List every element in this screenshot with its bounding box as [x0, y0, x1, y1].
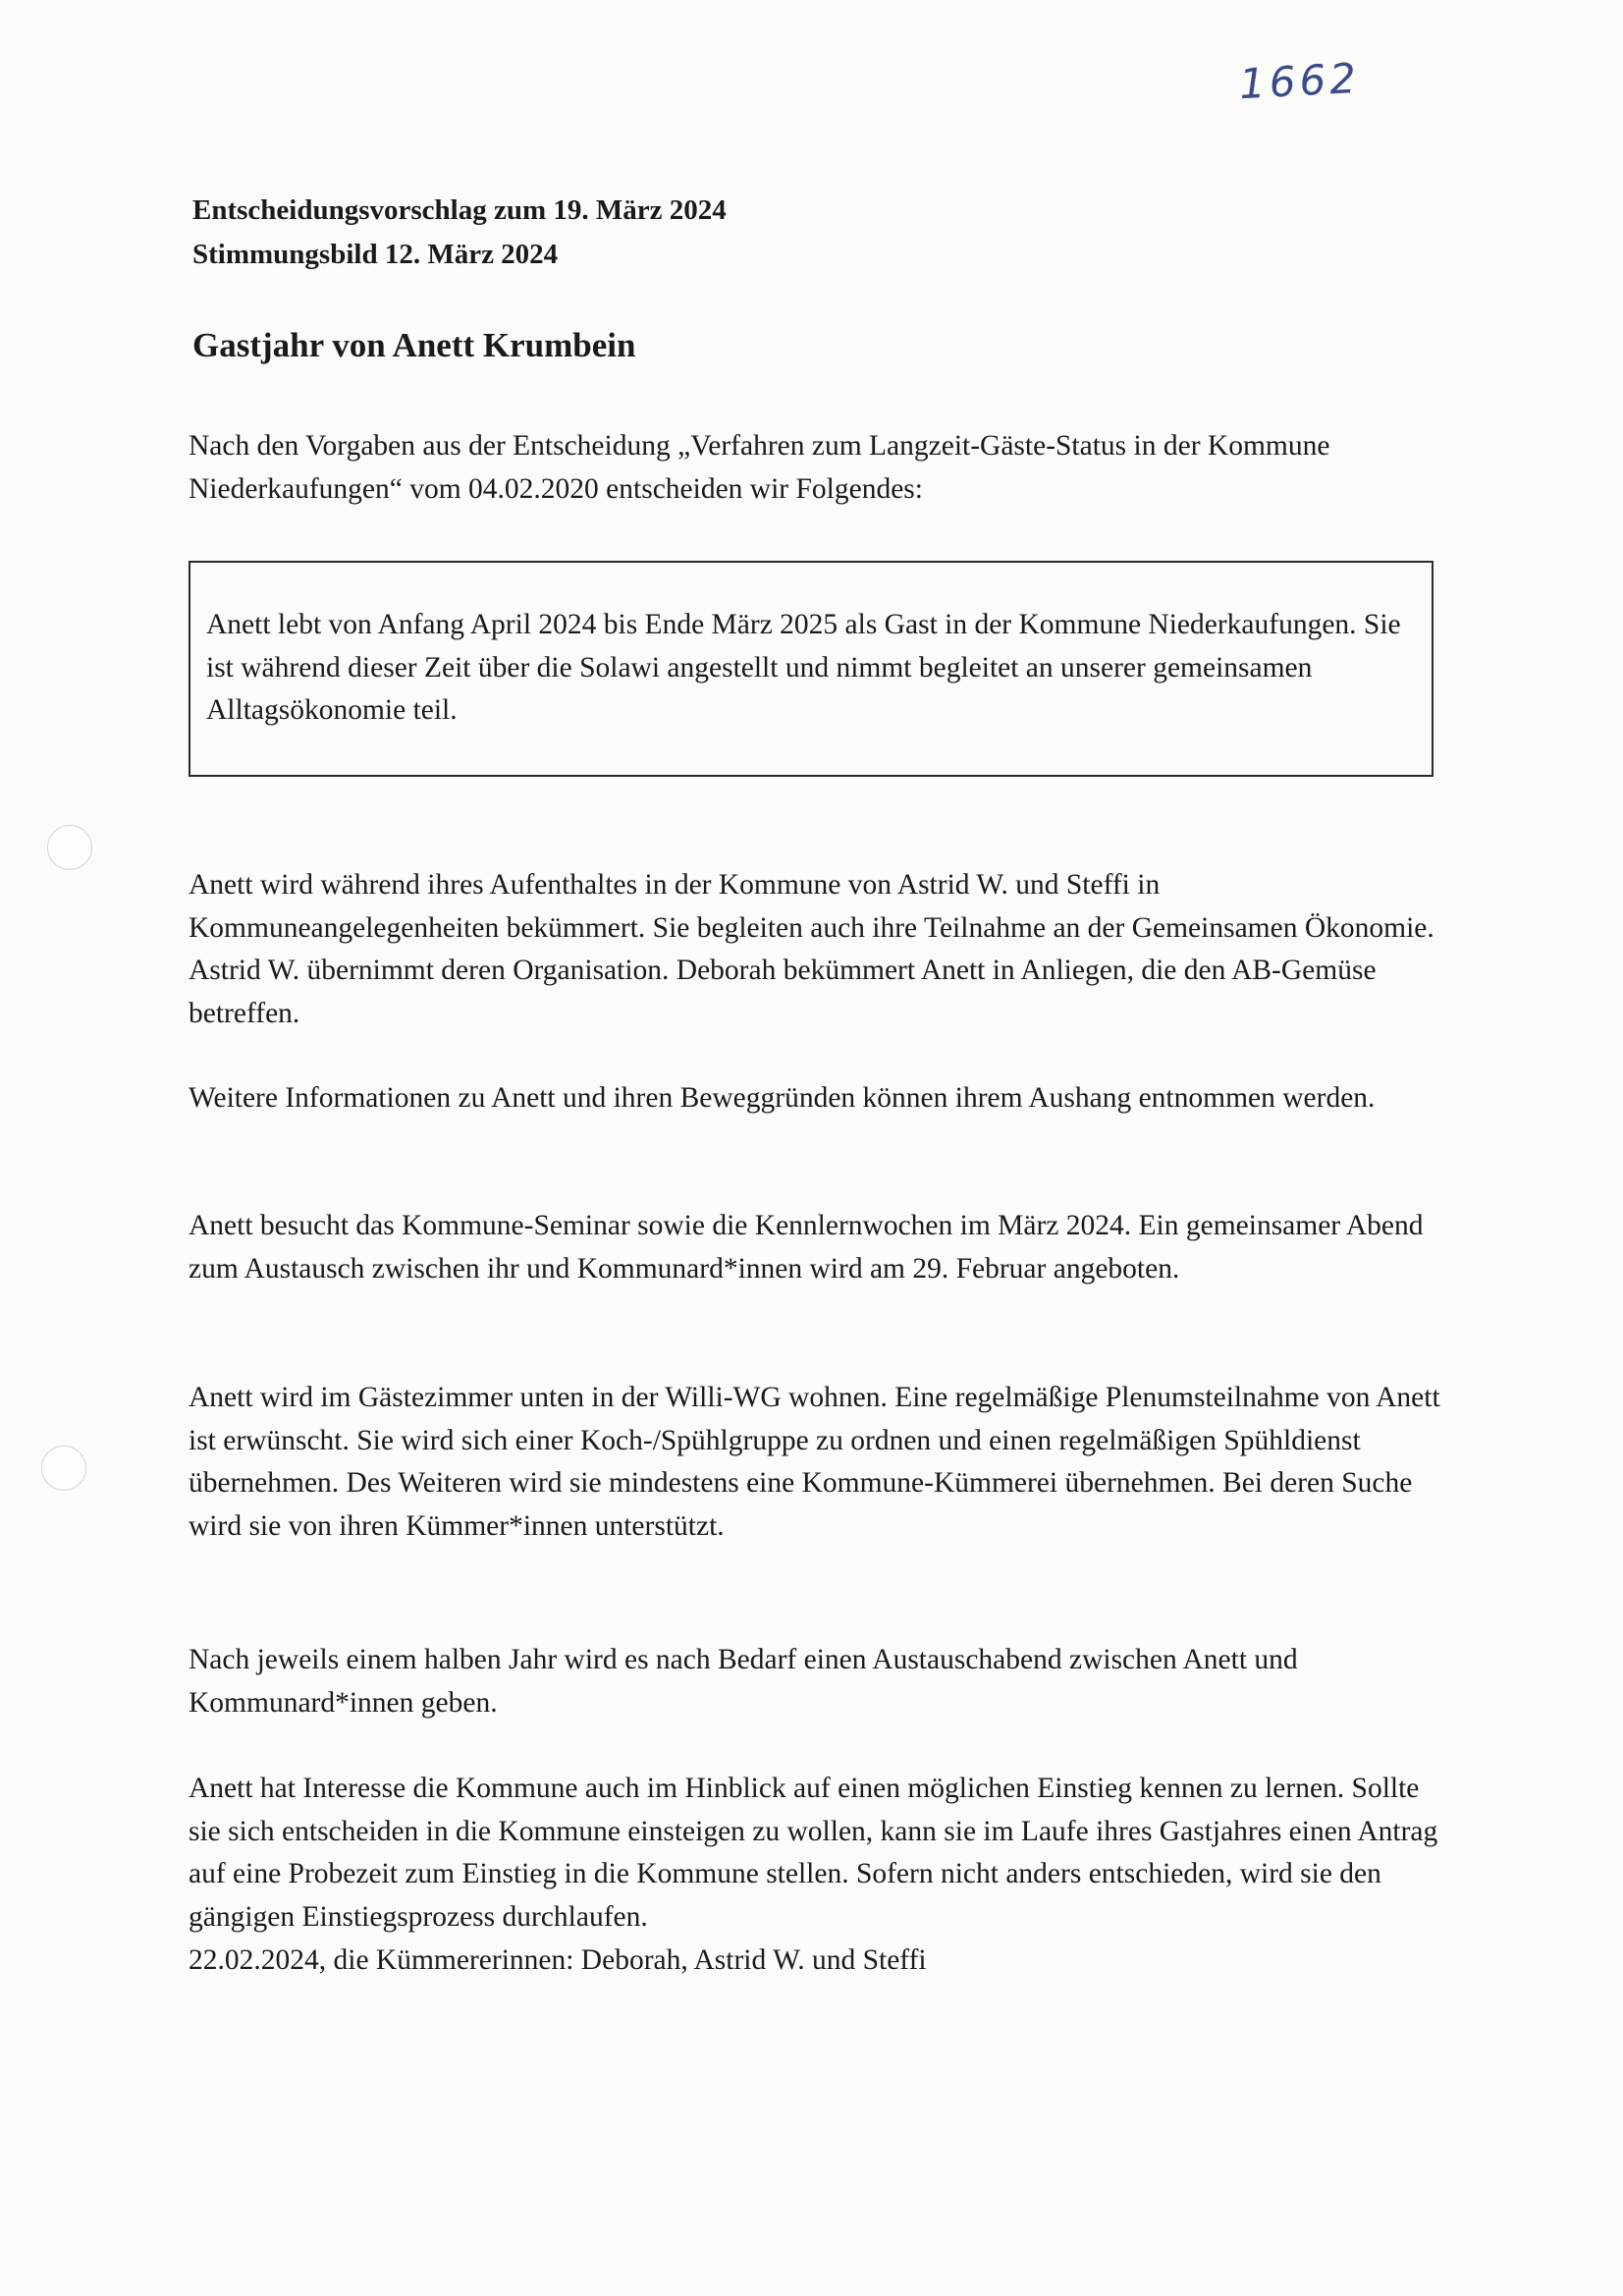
signature-line: 22.02.2024, die Kümmererinnen: Deborah, Astrid W. und Steffi: [189, 1944, 927, 1976]
paragraph-housing: Anett wird im Gästezimmer unten in der Willi-WG wohnen. Eine regelmäßige Plenumsteilnahme von Anett ist erwünscht. Sie wird sich einer Koch-/Spühlgruppe zu ordnen und einen regelmäßigen Spühldienst übernehmen. Des Weiteren wird sie mindestens eine Kommune-Kümmerei übernehmen. Bei deren Suche wird sie von ihren Kümmer*innen unterstützt.: [189, 1382, 1440, 1542]
decision-text: Anett lebt von Anfang April 2024 bis Ende März 2025 als Gast in der Kommune Niederkaufungen. Sie ist während dieser Zeit über die Solawi angestellt und nimmt begleitet an unserer gemeinsamen Alltagsökonomie teil.: [206, 609, 1401, 726]
intro-paragraph: Nach den Vorgaben aus der Entscheidung „Verfahren zum Langzeit-Gäste-Status in der Kommune Niederkaufungen“ vom 04.02.2020 entscheiden wir Folgendes:: [189, 430, 1330, 505]
document-title: Gastjahr von Anett Krumbein: [192, 326, 636, 364]
paragraph-exchange-evening: Nach jeweils einem halben Jahr wird es nach Bedarf einen Austauschabend zwischen Anett und Kommunard*innen geben.: [189, 1644, 1298, 1719]
header-decision-date: Entscheidungsvorschlag zum 19. März 2024: [192, 194, 727, 226]
punch-hole-bottom: [41, 1446, 86, 1491]
paragraph-entry-interest: Anett hat Interesse die Kommune auch im Hinblick auf einen möglichen Einstieg kennen zu lernen. Sollte sie sich entscheiden in die Kommune einsteigen zu wollen, kann sie im Laufe ihres Gastjahres einen Antrag auf eine Probezeit zum Einstieg in die Kommune stellen. Sofern nicht anders entschieden, wird sie den gängigen Einstiegsprozess durchlaufen.: [189, 1773, 1438, 1933]
decision-box: [189, 561, 1434, 777]
paragraph-seminar: Anett besucht das Kommune-Seminar sowie die Kennlernwochen im März 2024. Ein gemeinsamer Abend zum Austausch zwischen ihr und Kommunard*innen wird am 29. Februar angeboten.: [189, 1210, 1424, 1285]
handwritten-page-number: 1662: [1237, 53, 1362, 109]
punch-hole-top: [47, 825, 92, 870]
header-mood-date: Stimmungsbild 12. März 2024: [192, 239, 559, 270]
paragraph-caretakers: Anett wird während ihres Aufenthaltes in der Kommune von Astrid W. und Steffi in Kommuneangelegenheiten bekümmert. Sie begleiten auch ihre Teilnahme an der Gemeinsamen Ökonomie. Astrid W. übernimmt deren Organisation. Deborah bekümmert Anett in Anliegen, die den AB-Gemüse betreffen.: [189, 869, 1434, 1029]
paragraph-information: Weitere Informationen zu Anett und ihren Beweggründen können ihrem Aushang entnommen werden.: [189, 1082, 1376, 1114]
